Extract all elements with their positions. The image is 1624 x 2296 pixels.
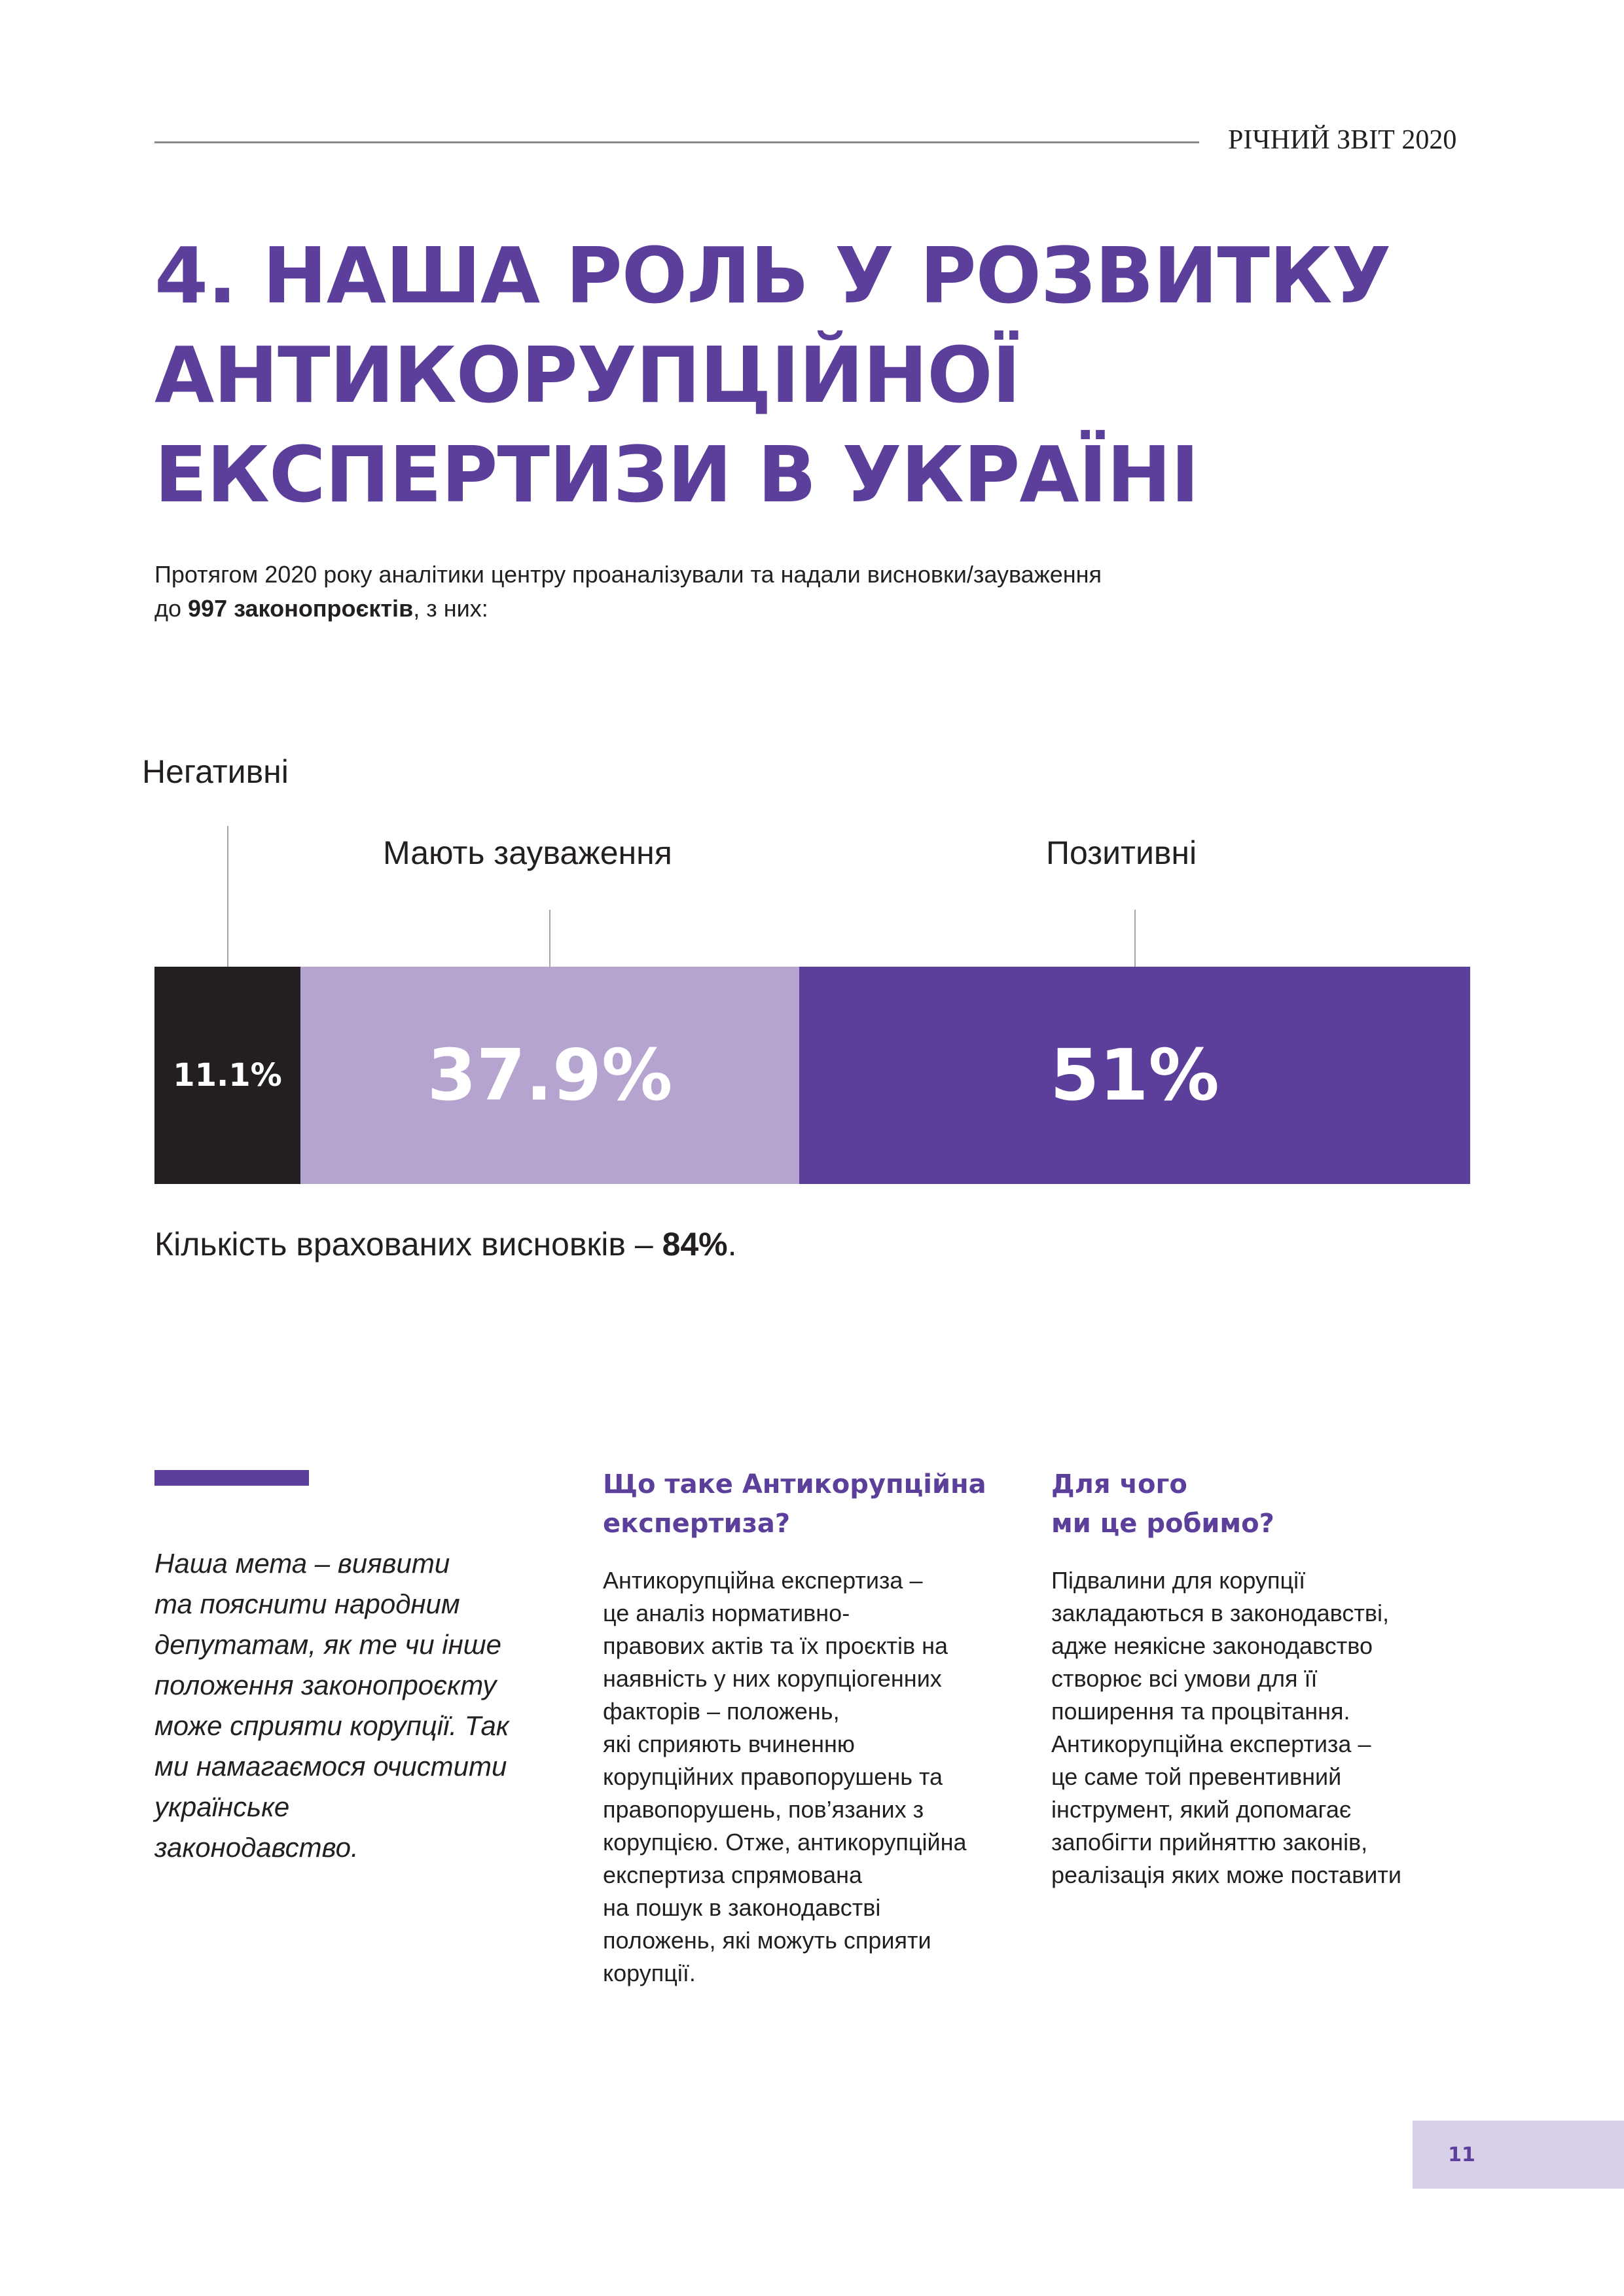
- why-heading: [1051, 1465, 1470, 1543]
- accent-bar: [154, 1470, 309, 1486]
- why-line: Підвалини для корупції: [1051, 1567, 1306, 1594]
- why-line: адже неякісне законодавство: [1051, 1632, 1373, 1659]
- goal-quote: [154, 1543, 573, 1868]
- leader-line-positive: [1134, 910, 1136, 967]
- header-rule: [154, 141, 1199, 143]
- goal-line: може сприяти корупції. Так: [154, 1710, 509, 1741]
- bills-count: 997 законопроєктів: [188, 595, 414, 622]
- what-is-line: корупції.: [603, 1960, 696, 1986]
- why-line: запобігти прийняттю законів,: [1051, 1829, 1368, 1856]
- category-label-positive: Позитивні: [1046, 834, 1197, 871]
- intro-line-2: [154, 592, 1333, 626]
- page-title-line: 4. НАША РОЛЬ У РОЗВИТКУ: [154, 230, 1391, 321]
- intro-suffix: , з них:: [413, 595, 488, 622]
- bar-segment-negative: [154, 967, 300, 1184]
- what-is-line: на пошук в законодавстві: [603, 1894, 881, 1921]
- what-is-line: наявність у них корупціогенних: [603, 1665, 942, 1692]
- value-label-remarks: 37.9%: [427, 1034, 673, 1117]
- goal-line: положення законопроєкту: [154, 1670, 497, 1700]
- goal-line: Наша мета – виявити: [154, 1548, 450, 1579]
- why-line: це саме той превентивний: [1051, 1763, 1342, 1790]
- category-label-negative: Негативні: [142, 753, 289, 790]
- what-is-line: які сприяють вчиненню: [603, 1731, 855, 1757]
- what-is-line: корупційних правопорушень та: [603, 1763, 943, 1790]
- what-is-line: корупцією. Отже, антикорупційна: [603, 1829, 967, 1856]
- leader-line-remarks: [549, 910, 550, 967]
- what-is-heading-line: експертиза?: [603, 1509, 791, 1539]
- page-number: 11: [1448, 2143, 1475, 2166]
- goal-line: та пояснити народним: [154, 1588, 460, 1619]
- why-text: [1051, 1564, 1470, 1892]
- what-is-line: факторів – положень,: [603, 1698, 840, 1725]
- bar-segment-positive: [799, 967, 1470, 1184]
- what-is-line: Антикорупційна експертиза –: [603, 1567, 923, 1594]
- summary-prefix: Кількість врахованих висновків –: [154, 1226, 662, 1263]
- leader-line-negative: [227, 826, 228, 967]
- intro-paragraph: [154, 558, 1333, 626]
- value-label-negative: 11.1%: [173, 1057, 282, 1094]
- goal-line: депутатам, як те чи інше: [154, 1629, 501, 1660]
- summary-value: 84%: [662, 1226, 728, 1263]
- summary-line: [154, 1225, 1333, 1263]
- what-is-text: [603, 1564, 1028, 1990]
- intro-line-1: Протягом 2020 року аналітики центру проаналізували та надали висновки/зауваження: [154, 561, 1102, 588]
- what-is-line: положень, які можуть сприяти: [603, 1927, 931, 1954]
- what-is-line: експертиза спрямована: [603, 1861, 863, 1888]
- what-is-line: правопорушень, пов’язаних з: [603, 1796, 924, 1823]
- page-title-line: АНТИКОРУПЦІЙНОЇ: [154, 330, 1020, 420]
- why-line: реалізація яких може поставити: [1051, 1861, 1401, 1888]
- page-title: [154, 226, 1516, 524]
- goal-line: українське: [154, 1791, 290, 1822]
- why-line: створює всі умови для її: [1051, 1665, 1318, 1692]
- summary-suffix: .: [727, 1226, 737, 1263]
- why-line: поширення та процвітання.: [1051, 1698, 1350, 1725]
- report-title: РІЧНИЙ ЗВІТ 2020: [1228, 125, 1457, 155]
- what-is-line: правових актів та їх проєктів на: [603, 1632, 948, 1659]
- bar-segment-remarks: [300, 967, 799, 1184]
- why-heading-line: Для чого: [1051, 1469, 1187, 1499]
- value-label-positive: 51%: [1050, 1034, 1219, 1117]
- what-is-heading-line: Що таке Антикорупційна: [603, 1469, 986, 1499]
- goal-line: ми намагаємося очистити: [154, 1751, 507, 1782]
- why-heading-line: ми це робимо?: [1051, 1509, 1274, 1539]
- category-label-remarks: Мають зауваження: [383, 834, 672, 871]
- what-is-line: це аналіз нормативно-: [603, 1600, 850, 1626]
- goal-line: законодавство.: [154, 1832, 359, 1863]
- why-line: інструмент, який допомагає: [1051, 1796, 1352, 1823]
- why-line: закладаються в законодавстві,: [1051, 1600, 1389, 1626]
- page-title-line: ЕКСПЕРТИЗИ В УКРАЇНІ: [154, 429, 1199, 520]
- intro-prefix: до: [154, 595, 189, 622]
- why-line: Антикорупційна експертиза –: [1051, 1731, 1371, 1757]
- what-is-heading: [603, 1465, 1022, 1543]
